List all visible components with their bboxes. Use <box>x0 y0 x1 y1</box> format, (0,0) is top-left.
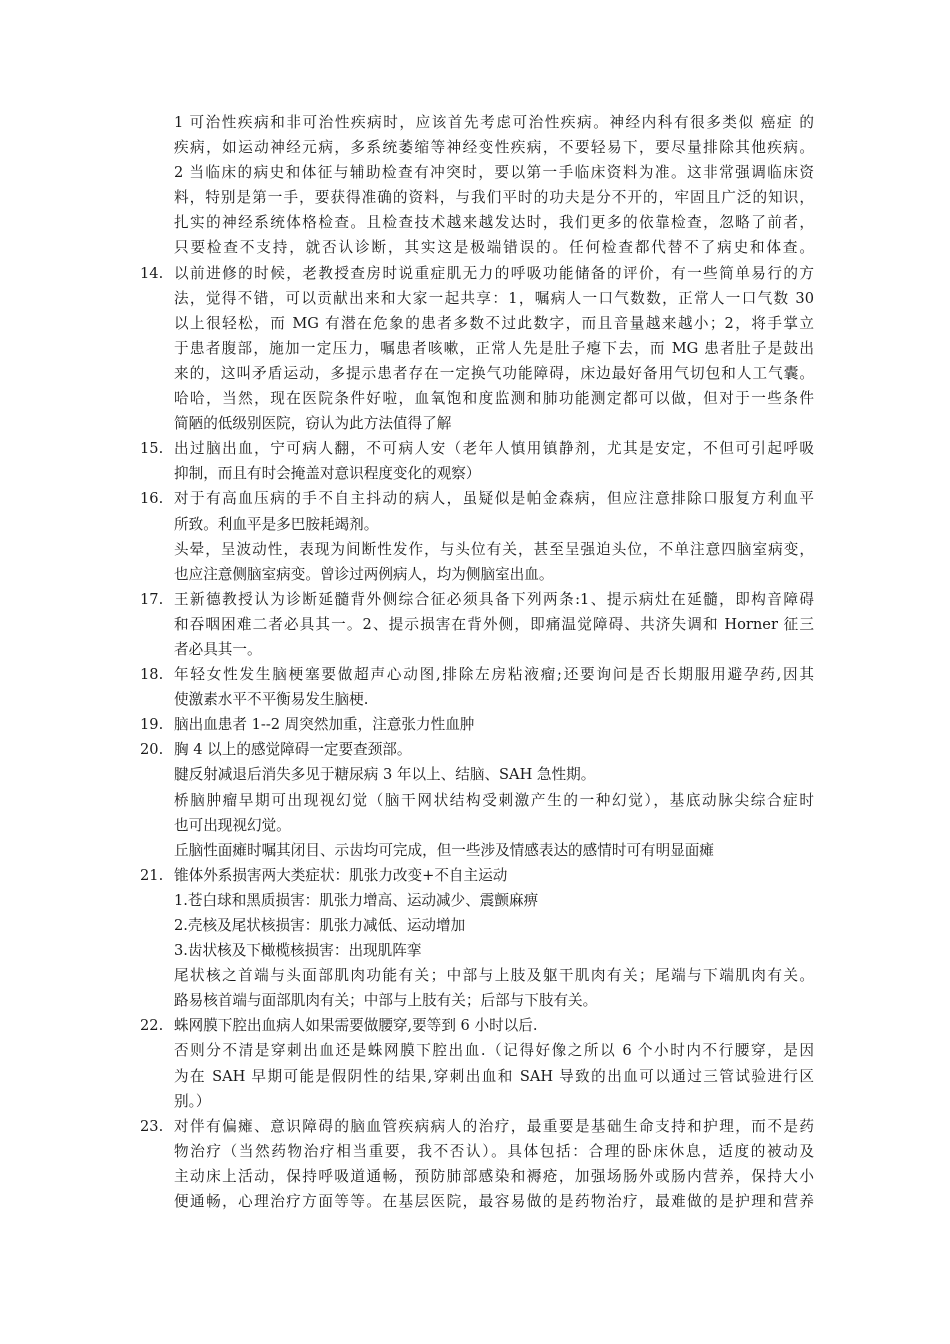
line-text: 年轻女性发生脑梗塞要做超声心动图,排除左房粘液瘤;还要询问是否长期服用避孕药,因其 <box>174 666 814 684</box>
line-text: 抑制，而且有时会掩盖对意识程度变化的观察） <box>174 465 481 483</box>
text-line <box>0 512 950 537</box>
text-line <box>0 1064 950 1089</box>
line-text: 否则分不清是穿刺出血还是蛛网膜下腔出血.（记得好像之所以 6 个小时内不行腰穿，是因 <box>174 1042 814 1060</box>
line-text: 哈哈，当然，现在医院条件好啦，血氧饱和度监测和肺功能测定都可以做，但对于一些条件 <box>174 390 814 408</box>
text-line <box>0 938 950 963</box>
text-line <box>0 612 950 637</box>
text-line <box>0 737 950 762</box>
list-number: 21. <box>140 866 164 884</box>
line-text: 以前进修的时候，老教授查房时说重症肌无力的呼吸功能储备的评价，有一些简单易行的方 <box>174 264 814 282</box>
list-number: 15. <box>140 440 164 458</box>
line-text: 脑出血患者 1--2 周突然加重，注意张力性血肿 <box>174 716 475 734</box>
text-line <box>0 486 950 511</box>
line-text: 对于有高血压病的手不自主抖动的病人，虽疑似是帕金森病，但应注意排除口服复方利血平 <box>174 490 814 508</box>
text-line <box>0 788 950 813</box>
line-text: 物治疗（当然药物治疗相当重要，我不否认）。具体包括：合理的卧床休息，适度的被动及 <box>174 1142 814 1160</box>
line-text: 路易核首端与面部肌肉有关；中部与上肢有关；后部与下肢有关。 <box>174 992 598 1010</box>
line-text: 锥体外系损害两大类症状：肌张力改变+不自主运动 <box>174 866 508 884</box>
line-text: 蛛网膜下腔出血病人如果需要做腰穿,要等到 6 小时以后. <box>174 1017 538 1035</box>
text-line <box>0 185 950 210</box>
text-line <box>0 1139 950 1164</box>
text-line <box>0 687 950 712</box>
text-line <box>0 261 950 286</box>
text-line <box>0 336 950 361</box>
text-line <box>0 411 950 436</box>
text-line <box>0 461 950 486</box>
list-number: 20. <box>140 741 164 759</box>
text-line <box>0 436 950 461</box>
text-line <box>0 662 950 687</box>
text-line <box>0 637 950 662</box>
line-text: 来的，这叫矛盾运动，多提示患者存在一定换气功能障碍，床边最好备用气切包和人工气囊。 <box>174 364 814 382</box>
text-line <box>0 813 950 838</box>
text-block <box>0 110 950 1214</box>
line-text: 料，特别是第一手，要获得准确的资料，与我们平时的功夫是分不开的，牢固且广泛的知识， <box>174 189 814 207</box>
line-text: 别。） <box>174 1092 211 1110</box>
line-text: 只要检查不支持，就否认诊断，其实这是极端错误的。任何检查都代替不了病史和体查。 <box>174 239 814 257</box>
text-line <box>0 762 950 787</box>
line-text: 1.苍白球和黑质损害：肌张力增高、运动减少、震颤麻痹 <box>174 891 539 909</box>
line-text: 于患者腹部，施加一定压力，嘱患者咳嗽，正常人先是肚子瘪下去，而 MG 患者肚子是鼓出 <box>174 339 814 357</box>
line-text: 也应注意侧脑室病变。曾诊过两例病人，均为侧脑室出血。 <box>174 565 554 583</box>
text-line <box>0 1089 950 1114</box>
line-text: 和吞咽困难二者必具其一。2、提示损害在背外侧，即痛温觉障碍、共济失调和 Horner 征三 <box>174 615 814 633</box>
text-line <box>0 913 950 938</box>
text-line <box>0 537 950 562</box>
line-text: 扎实的神经系统体格检查。且检查技术越来越发达时，我们更多的依靠检查，忽略了前者， <box>174 214 814 232</box>
line-text: 者必具其一。 <box>174 640 262 658</box>
text-line <box>0 311 950 336</box>
text-line <box>0 712 950 737</box>
text-line <box>0 110 950 135</box>
line-text: 桥脑肿瘤早期可出现视幻觉（脑干网状结构受刺激产生的一种幻觉），基底动脉尖综合症时 <box>174 791 814 809</box>
line-text: 2 当临床的病史和体征与辅助检查有冲突时，要以第一手临床资料为准。这非常强调临床资 <box>174 164 814 182</box>
line-text: 胸 4 以上的感觉障碍一定要查颈部。 <box>174 741 412 759</box>
line-text: 1 可治性疾病和非可治性疾病时，应该首先考虑可治性疾病。神经内科有很多类似 癌症 的 <box>174 114 814 131</box>
line-text: 2.壳核及尾状核损害：肌张力减低、运动增加 <box>174 917 466 934</box>
list-number: 22. <box>140 1017 164 1035</box>
text-line <box>0 361 950 386</box>
line-text: 头晕，呈波动性，表现为间断性发作，与头位有关，甚至呈强迫头位，不单注意四脑室病变， <box>174 540 814 558</box>
text-line <box>0 386 950 411</box>
text-line <box>0 963 950 988</box>
line-text: 也可出现视幻觉。 <box>174 816 291 834</box>
text-line <box>0 210 950 235</box>
line-text: 为在 SAH 早期可能是假阴性的结果,穿刺出血和 SAH 导致的出血可以通过三管试验进行区 <box>174 1067 814 1085</box>
text-line <box>0 235 950 260</box>
text-line <box>0 838 950 863</box>
line-text: 简陋的低级别医院，窃认为此方法值得了解 <box>174 415 452 433</box>
text-line <box>0 135 950 160</box>
line-text: 腱反射减退后消失多见于糖尿病 3 年以上、结脑、SAH 急性期。 <box>174 766 596 784</box>
line-text: 对伴有偏瘫、意识障碍的脑血管疾病病人的治疗，最重要是基础生命支持和护理，而不是药 <box>174 1117 814 1135</box>
line-text: 疾病，如运动神经元病，多系统萎缩等神经变性疾病，不要轻易下，要尽量排除其他疾病。 <box>174 139 814 157</box>
line-text: 法，觉得不错，可以贡献出来和大家一起共享：1，嘱病人一口气数数，正常人一口气数 30 <box>174 289 814 307</box>
text-line <box>0 286 950 311</box>
text-line <box>0 988 950 1013</box>
line-text: 所致。利血平是多巴胺耗竭剂。 <box>174 515 379 533</box>
list-number: 19. <box>140 716 164 734</box>
line-text: 便通畅，心理治疗方面等等。在基层医院，最容易做的是药物治疗，最难做的是护理和营养 <box>174 1193 814 1211</box>
text-line <box>0 1189 950 1214</box>
list-number: 17. <box>140 590 164 608</box>
line-text: 3.齿状核及下橄榄核损害：出现肌阵挛 <box>174 942 422 960</box>
line-text: 以上很轻松，而 MG 有潜在危象的患者多数不过此数字，而且音量越来越小；2，将手掌立 <box>174 314 814 332</box>
text-line <box>0 1013 950 1038</box>
list-number: 23. <box>140 1117 164 1135</box>
text-line <box>0 1164 950 1189</box>
line-text: 主动床上活动，保持呼吸道通畅，预防肺部感染和褥疮，加强场肠外或肠内营养，保持大小 <box>174 1167 814 1185</box>
text-line <box>0 863 950 888</box>
text-line <box>0 1038 950 1063</box>
line-text: 丘脑性面瘫时嘱其闭目、示齿均可完成，但一些涉及情感表达的感情时可有明显面瘫 <box>174 841 714 859</box>
text-line <box>0 562 950 587</box>
text-line <box>0 160 950 185</box>
line-text: 尾状核之首端与头面部肌肉功能有关；中部与上肢及躯干肌肉有关；尾端与下端肌肉有关。 <box>174 967 814 985</box>
line-text: 王新德教授认为诊断延髓背外侧综合征必须具备下列两条:1、提示病灶在延髓，即构音障碍 <box>174 590 814 608</box>
line-text: 使激素水平不平衡易发生脑梗. <box>174 691 369 709</box>
text-line <box>0 1114 950 1139</box>
text-line <box>0 888 950 913</box>
list-number: 16. <box>140 490 164 508</box>
list-number: 14. <box>140 264 164 282</box>
text-line <box>0 587 950 612</box>
line-text: 出过脑出血，宁可病人翻，不可病人安（老年人慎用镇静剂，尤其是安定，不但可引起呼吸 <box>174 440 814 458</box>
list-number: 18. <box>140 666 164 684</box>
